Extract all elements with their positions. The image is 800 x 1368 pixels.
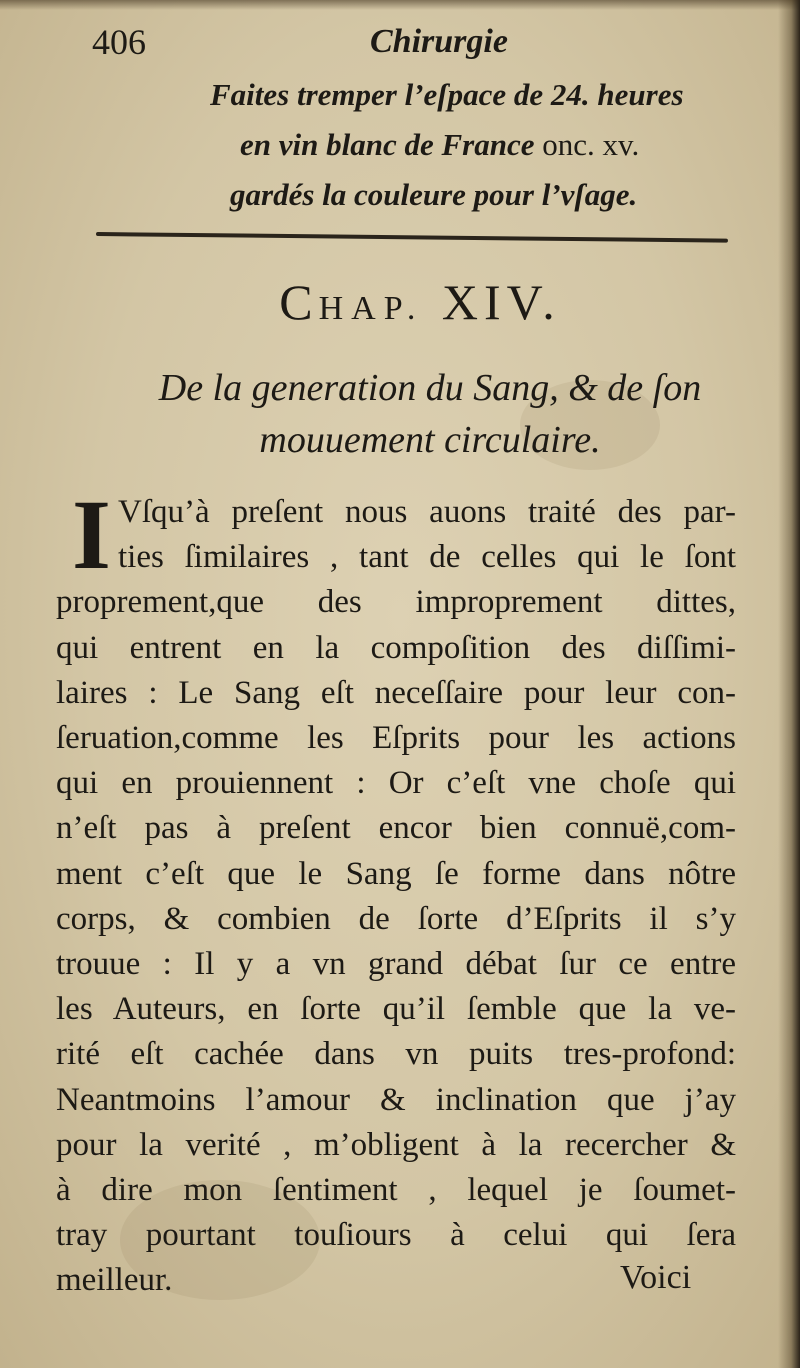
- subtitle-line: mouuement circulaire.: [259, 419, 601, 461]
- body-line: les Auteurs, en ſorte qu’il ſemble que la ve-: [56, 991, 736, 1028]
- body-line: pour la verité , m’obligent à la recercher &: [56, 1126, 736, 1163]
- body-line: à dire mon ſentiment , lequel je ſoumet-: [56, 1172, 736, 1209]
- running-title: Chirurgie: [370, 23, 508, 60]
- body-line: ties ſimilaires , tant de celles qui le ſont: [118, 539, 736, 576]
- chapter-heading: [0, 272, 800, 339]
- subtitle-line: De la generation du Sang, & de ſon: [158, 367, 702, 409]
- page-number: 406: [92, 22, 146, 62]
- body-line: rité eſt cachée dans vn puits tres-profond:: [56, 1036, 736, 1073]
- body-line: ment c’eſt que le Sang ſe forme dans nôtre: [56, 855, 736, 892]
- body-line: Vſqu’à preſent nous auons traité des par-: [118, 494, 736, 530]
- body-line: ſeruation,comme les Eſprits pour les actions: [56, 720, 736, 757]
- chapter-label-rest: HAP.: [318, 290, 424, 327]
- body-line: laires : Le Sang eſt neceſſaire pour leur con-: [56, 674, 736, 711]
- chapter-label-initial: C: [279, 274, 319, 330]
- recipe-instructions: [200, 70, 760, 220]
- body-line: tray pourtant touſiours à celui qui ſera: [56, 1217, 736, 1254]
- body-line: trouue : Il y a vn grand débat ſur ce entre: [56, 946, 736, 983]
- body-line: qui en prouiennent : Or c’eſt vne choſe qui: [56, 765, 736, 802]
- binding-shadow: [778, 0, 800, 1368]
- body-paragraph: [56, 479, 736, 1304]
- recipe-line-italic: en vin blanc de France: [240, 127, 535, 162]
- chapter-subtitle: [80, 362, 780, 466]
- body-line: proprement,que des improprement dittes,: [56, 584, 736, 621]
- body-line: qui entrent en la compoſition des diſſimi-: [56, 629, 736, 666]
- recipe-line: gardés la couleure pour l’vſage.: [230, 177, 638, 212]
- body-line: n’eſt pas à preſent encor bien connuë,com-: [56, 810, 736, 847]
- body-line: meilleur.: [56, 1262, 173, 1299]
- section-divider-rule: [96, 232, 728, 243]
- top-edge-shadow: [0, 0, 800, 10]
- drop-cap: I: [72, 479, 111, 590]
- recipe-line: [200, 120, 760, 170]
- catchword: Voici: [620, 1259, 692, 1296]
- chapter-number: XIV.: [441, 274, 561, 330]
- recipe-dosage: onc. xv.: [542, 127, 640, 162]
- recipe-line: Faites tremper l’eſpace de 24. heures: [210, 77, 684, 112]
- body-line: corps, & combien de ſorte d’Eſprits il s’y: [56, 900, 736, 937]
- body-line: Neantmoins l’amour & inclination que j’ay: [56, 1081, 736, 1118]
